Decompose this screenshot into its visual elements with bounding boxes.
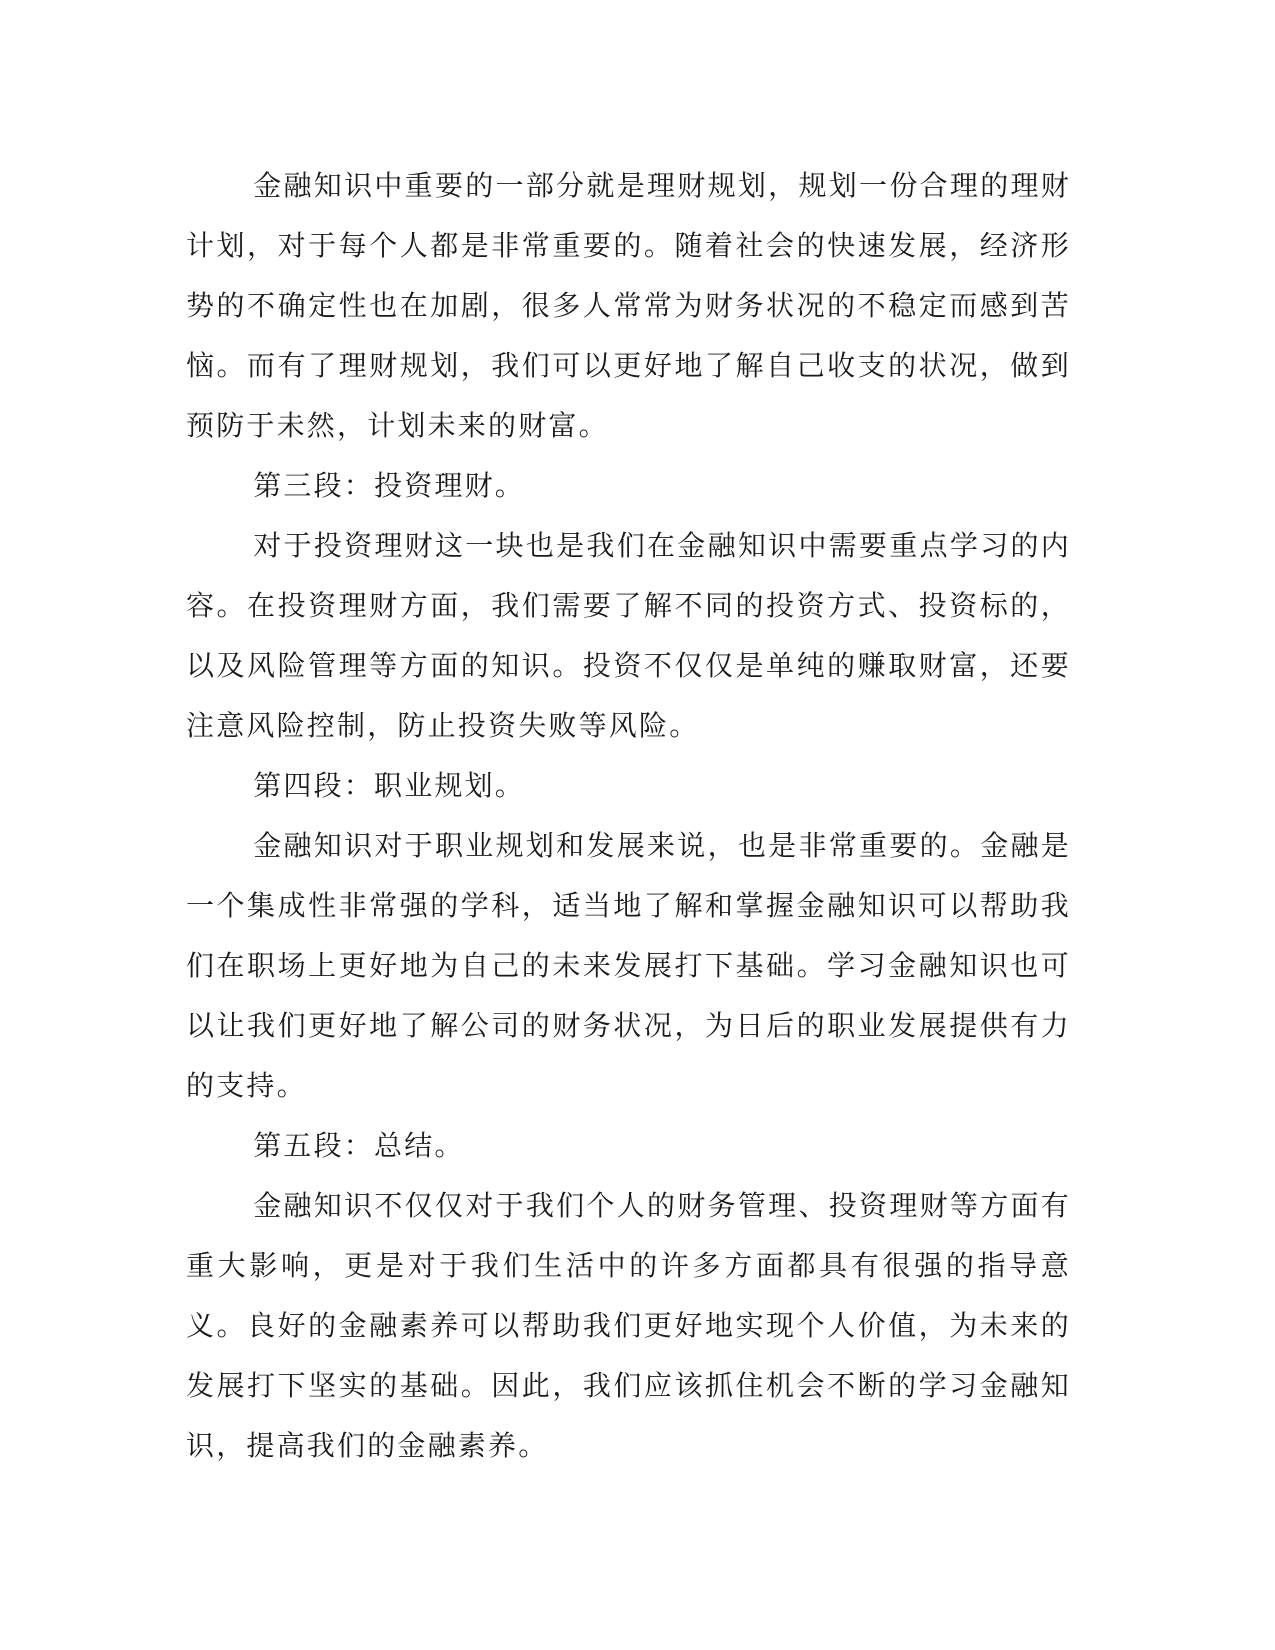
section-heading-career: 第四段：职业规划。 xyxy=(253,769,525,802)
document-body xyxy=(186,156,1071,1476)
section-heading-summary: 第五段：总结。 xyxy=(253,1129,465,1162)
paragraph-career: 金融知识对于职业规划和发展来说，也是非常重要的。金融是一个集成性非常强的学科，适当地了解和掌握金融知识可以帮助我们在职场上更好地为自己的未来发展打下基础。学习金融知识也可以让我们更好地了解公司的财务状况，为日后的职业发展提供有力的支持。 xyxy=(186,829,1071,1102)
paragraph-investment: 对于投资理财这一块也是我们在金融知识中需要重点学习的内容。在投资理财方面，我们需要了解不同的投资方式、投资标的，以及风险管理等方面的知识。投资不仅仅是单纯的赚取财富，还要注意风险控制，防止投资失败等风险。 xyxy=(186,529,1071,742)
paragraph-summary: 金融知识不仅仅对于我们个人的财务管理、投资理财等方面有重大影响，更是对于我们生活中的许多方面都具有很强的指导意义。良好的金融素养可以帮助我们更好地实现个人价值，为未来的发展打下坚实的基础。因此，我们应该抓住机会不断的学习金融知识，提高我们的金融素养。 xyxy=(186,1189,1071,1462)
section-heading-investment: 第三段：投资理财。 xyxy=(253,469,525,502)
paragraph-financial-planning: 金融知识中重要的一部分就是理财规划，规划一份合理的理财计划，对于每个人都是非常重要的。随着社会的快速发展，经济形势的不确定性也在加剧，很多人常常为财务状况的不稳定而感到苦恼。而有了理财规划，我们可以更好地了解自己收支的状况，做到预防于未然，计划未来的财富。 xyxy=(186,169,1071,442)
